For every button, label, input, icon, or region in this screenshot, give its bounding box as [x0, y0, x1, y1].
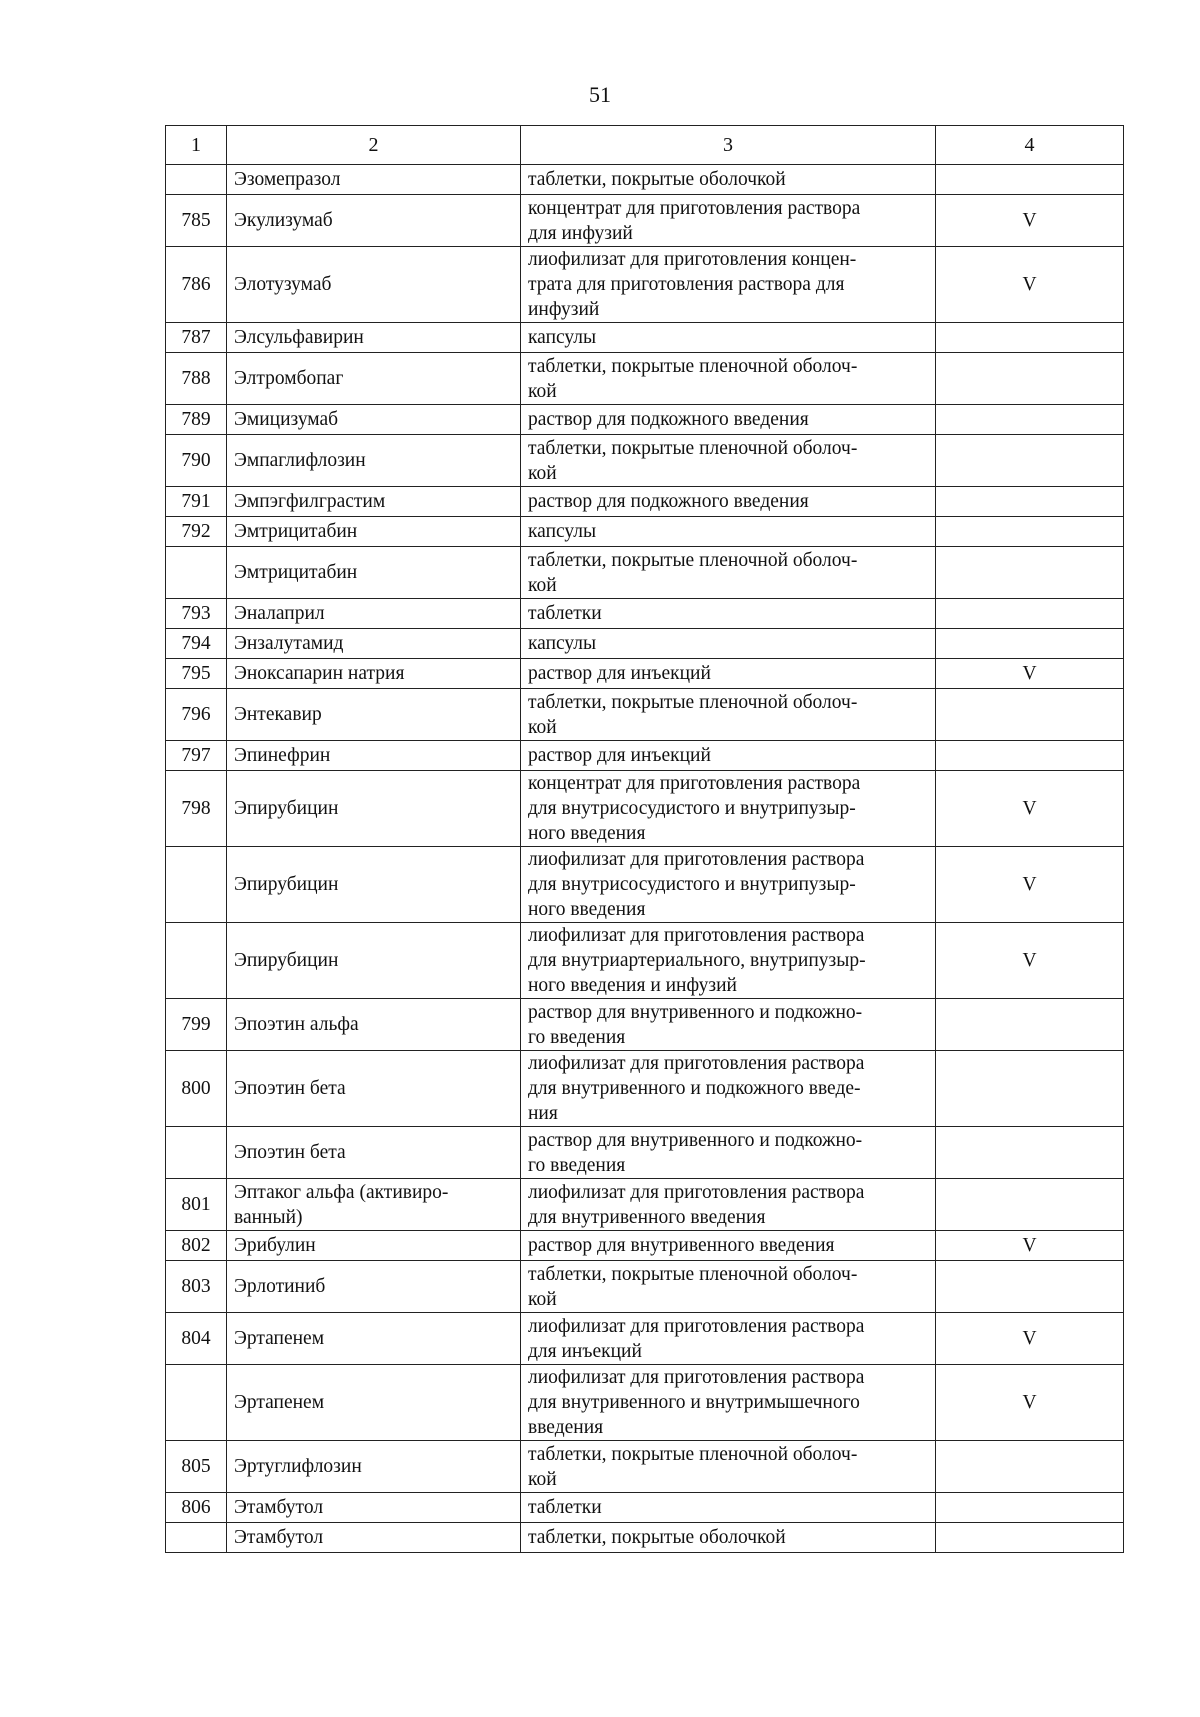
row-number: 794	[166, 629, 227, 659]
table-body	[166, 126, 1124, 1553]
row-number: 804	[166, 1313, 227, 1365]
dosage-form: таблетки, покрытые пленочной оболоч- кой	[521, 435, 936, 487]
table-row	[166, 547, 1124, 599]
table-row	[166, 1261, 1124, 1313]
row-number: 806	[166, 1493, 227, 1523]
table-row	[166, 771, 1124, 847]
vital-mark	[936, 353, 1124, 405]
table-row	[166, 847, 1124, 923]
table-row	[166, 323, 1124, 353]
drug-name: Эноксапарин натрия	[227, 659, 521, 689]
row-number: 805	[166, 1441, 227, 1493]
drug-name: Эмпаглифлозин	[227, 435, 521, 487]
table-row	[166, 1523, 1124, 1553]
table-row	[166, 435, 1124, 487]
dosage-form: таблетки, покрытые оболочкой	[521, 165, 936, 195]
row-number: 791	[166, 487, 227, 517]
drug-name: Эпоэтин альфа	[227, 999, 521, 1051]
table-row	[166, 165, 1124, 195]
dosage-form: лиофилизат для приготовления раствора для внутрисосудистого и внутрипузыр- ного введения	[521, 847, 936, 923]
table-row	[166, 1179, 1124, 1231]
table-row	[166, 1231, 1124, 1261]
dosage-form: раствор для инъекций	[521, 741, 936, 771]
row-number	[166, 923, 227, 999]
dosage-form: раствор для подкожного введения	[521, 405, 936, 435]
vital-mark: V	[936, 195, 1124, 247]
drug-name: Эрлотиниб	[227, 1261, 521, 1313]
row-number: 789	[166, 405, 227, 435]
table-row	[166, 353, 1124, 405]
table-row	[166, 999, 1124, 1051]
row-number: 798	[166, 771, 227, 847]
column-header-1: 1	[166, 126, 227, 165]
dosage-form: лиофилизат для приготовления раствора для внутривенного и подкожного введе- ния	[521, 1051, 936, 1127]
table-row	[166, 1441, 1124, 1493]
drug-name: Эмтрицитабин	[227, 547, 521, 599]
row-number	[166, 847, 227, 923]
drug-name: Этамбутол	[227, 1523, 521, 1553]
vital-mark	[936, 1051, 1124, 1127]
dosage-form: раствор для внутривенного введения	[521, 1231, 936, 1261]
vital-mark	[936, 547, 1124, 599]
vital-mark	[936, 1179, 1124, 1231]
row-number: 801	[166, 1179, 227, 1231]
vital-mark	[936, 599, 1124, 629]
vital-mark	[936, 999, 1124, 1051]
table-row	[166, 487, 1124, 517]
row-number: 796	[166, 689, 227, 741]
table-header-row	[166, 126, 1124, 165]
row-number	[166, 1365, 227, 1441]
dosage-form: лиофилизат для приготовления раствора для внутриартериального, внутрипузыр- ного введения и инфузий	[521, 923, 936, 999]
row-number: 793	[166, 599, 227, 629]
drug-name: Элтромбопаг	[227, 353, 521, 405]
table-row	[166, 689, 1124, 741]
vital-mark: V	[936, 923, 1124, 999]
row-number	[166, 547, 227, 599]
table-row	[166, 1365, 1124, 1441]
dosage-form: лиофилизат для приготовления раствора для внутривенного и внутримышечного введения	[521, 1365, 936, 1441]
row-number: 803	[166, 1261, 227, 1313]
drug-table	[165, 125, 1124, 1553]
drug-name: Эртуглифлозин	[227, 1441, 521, 1493]
row-number: 788	[166, 353, 227, 405]
dosage-form: таблетки, покрытые пленочной оболоч- кой	[521, 1261, 936, 1313]
column-header-2: 2	[227, 126, 521, 165]
row-number: 800	[166, 1051, 227, 1127]
table-row	[166, 923, 1124, 999]
vital-mark: V	[936, 247, 1124, 323]
drug-name: Элотузумаб	[227, 247, 521, 323]
table-row	[166, 1127, 1124, 1179]
row-number: 802	[166, 1231, 227, 1261]
table-row	[166, 1493, 1124, 1523]
page-number: 51	[589, 82, 611, 107]
drug-name: Эртапенем	[227, 1365, 521, 1441]
row-number	[166, 1127, 227, 1179]
drug-name: Эпирубицин	[227, 847, 521, 923]
dosage-form: раствор для инъекций	[521, 659, 936, 689]
drug-name: Эмицизумаб	[227, 405, 521, 435]
column-header-3: 3	[521, 126, 936, 165]
table-row	[166, 1313, 1124, 1365]
table-row	[166, 247, 1124, 323]
row-number: 790	[166, 435, 227, 487]
drug-name: Эпоэтин бета	[227, 1051, 521, 1127]
drug-name: Этамбутол	[227, 1493, 521, 1523]
row-number: 795	[166, 659, 227, 689]
dosage-form: таблетки	[521, 599, 936, 629]
drug-name: Элсульфавирин	[227, 323, 521, 353]
dosage-form: таблетки, покрытые пленочной оболоч- кой	[521, 353, 936, 405]
dosage-form: капсулы	[521, 517, 936, 547]
vital-mark	[936, 689, 1124, 741]
row-number: 787	[166, 323, 227, 353]
drug-name: Эрибулин	[227, 1231, 521, 1261]
table-row	[166, 629, 1124, 659]
table-row	[166, 659, 1124, 689]
vital-mark	[936, 1493, 1124, 1523]
table-row	[166, 599, 1124, 629]
vital-mark: V	[936, 847, 1124, 923]
dosage-form: таблетки, покрытые пленочной оболоч- кой	[521, 689, 936, 741]
drug-name: Энзалутамид	[227, 629, 521, 659]
dosage-form: лиофилизат для приготовления концен- трата для приготовления раствора для инфузий	[521, 247, 936, 323]
dosage-form: таблетки	[521, 1493, 936, 1523]
drug-name: Эртапенем	[227, 1313, 521, 1365]
column-header-4: 4	[936, 126, 1124, 165]
drug-name: Энтекавир	[227, 689, 521, 741]
row-number	[166, 1523, 227, 1553]
dosage-form: таблетки, покрытые пленочной оболоч- кой	[521, 1441, 936, 1493]
dosage-form: раствор для внутривенного и подкожно- го введения	[521, 1127, 936, 1179]
dosage-form: концентрат для приготовления раствора для внутрисосудистого и внутрипузыр- ного введения	[521, 771, 936, 847]
drug-name: Эпинефрин	[227, 741, 521, 771]
drug-name: Эналаприл	[227, 599, 521, 629]
vital-mark	[936, 323, 1124, 353]
row-number: 799	[166, 999, 227, 1051]
table-row	[166, 517, 1124, 547]
dosage-form: раствор для подкожного введения	[521, 487, 936, 517]
table-row	[166, 1051, 1124, 1127]
vital-mark	[936, 1261, 1124, 1313]
drug-name: Эпирубицин	[227, 771, 521, 847]
drug-name: Эптаког альфа (активиро- ванный)	[227, 1179, 521, 1231]
dosage-form: раствор для внутривенного и подкожно- го введения	[521, 999, 936, 1051]
vital-mark	[936, 629, 1124, 659]
dosage-form: таблетки, покрытые пленочной оболоч- кой	[521, 547, 936, 599]
dosage-form: капсулы	[521, 629, 936, 659]
vital-mark	[936, 405, 1124, 435]
dosage-form: лиофилизат для приготовления раствора для внутривенного введения	[521, 1179, 936, 1231]
vital-mark	[936, 1127, 1124, 1179]
drug-name: Эпирубицин	[227, 923, 521, 999]
row-number: 792	[166, 517, 227, 547]
row-number: 785	[166, 195, 227, 247]
vital-mark: V	[936, 659, 1124, 689]
drug-name: Эпоэтин бета	[227, 1127, 521, 1179]
vital-mark: V	[936, 1231, 1124, 1261]
table-row	[166, 405, 1124, 435]
vital-mark	[936, 1523, 1124, 1553]
vital-mark	[936, 487, 1124, 517]
vital-mark: V	[936, 1313, 1124, 1365]
drug-name: Эмтрицитабин	[227, 517, 521, 547]
row-number	[166, 165, 227, 195]
vital-mark	[936, 741, 1124, 771]
dosage-form: таблетки, покрытые оболочкой	[521, 1523, 936, 1553]
table-row	[166, 741, 1124, 771]
vital-mark	[936, 517, 1124, 547]
dosage-form: лиофилизат для приготовления раствора для инъекций	[521, 1313, 936, 1365]
vital-mark	[936, 1441, 1124, 1493]
vital-mark	[936, 435, 1124, 487]
vital-mark: V	[936, 771, 1124, 847]
dosage-form: концентрат для приготовления раствора для инфузий	[521, 195, 936, 247]
drug-name: Эзомепразол	[227, 165, 521, 195]
drug-name: Экулизумаб	[227, 195, 521, 247]
dosage-form: капсулы	[521, 323, 936, 353]
drug-name: Эмпэгфилграстим	[227, 487, 521, 517]
row-number: 786	[166, 247, 227, 323]
table-row	[166, 195, 1124, 247]
vital-mark: V	[936, 1365, 1124, 1441]
vital-mark	[936, 165, 1124, 195]
row-number: 797	[166, 741, 227, 771]
